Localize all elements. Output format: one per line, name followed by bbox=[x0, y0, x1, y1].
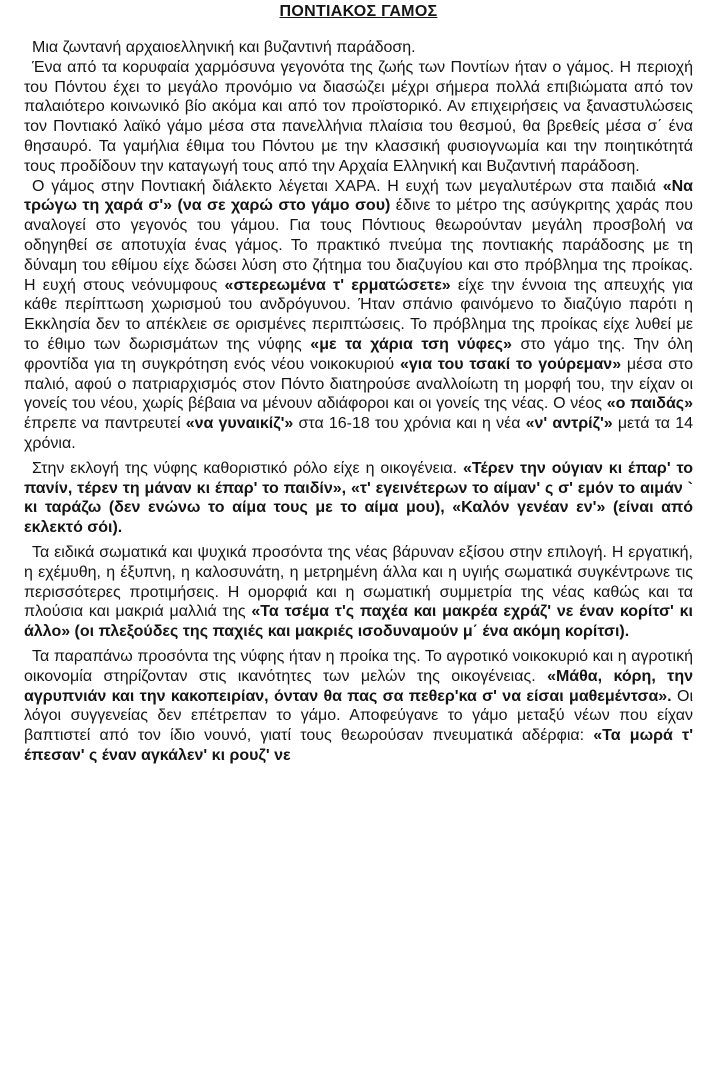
paragraph-dowry bbox=[24, 647, 693, 766]
bold-phrase: «Τα τσέμα τ'ς παχέα και μακρέα εχράζ' νε έναν κορίτσ' κι άλλο» (οι πλεξούδες της παχιές και μακριές ισοδυναμούν μ΄ ένα ακόμη κορίτσι). bbox=[24, 603, 693, 641]
document-title: ΠΟΝΤΙΑΚΟΣ ΓΑΜΟΣ bbox=[279, 3, 438, 20]
text-run: έδινε το μέτρο της ασύγκριτης χαράς που αναλογεί στο γεγονός του γάμου. Για τους Πόντιους θεωρούνταν μεγάλη προσβολή να οδηγηθεί σε αποτυχία ένας γάμος. Το πρακτικό πνεύμα της ποντιακής παράδοσης με τη δύναμη του εθίμου είχε δώσει λύση στο ζήτημα του διαζυγίου και στο πρόβλημα της προίκας. Η ευχή στους νεόνυμφους bbox=[24, 197, 694, 294]
bold-phrase: «Τα μωρά τ' έπεσαν' ς έναν αγκάλεν' κι ρουζ' νε bbox=[24, 727, 693, 764]
bold-phrase: «ν' αντρίζ'» bbox=[525, 415, 613, 433]
bold-phrase: «Να τρώγω τη χαρά σ'» (να σε χαρώ στο γάμο σου) bbox=[24, 177, 693, 215]
text-run: Τα παραπάνω προσόντα της νύφης ήταν η προίκα της. Το αγροτικό νοικοκυριό και η αγροτική οικονομία στηρίζονταν στις ικανότητες των μελών της οικογένειας. bbox=[24, 647, 693, 685]
text-run: μέσα στο παλιό, αφού ο πατριαρχισμός στον Πόντο διατηρούσε αναλλοίωτη τη μορφή του, την είχαν οι γονείς του νέου, χωρίς βέβαια να μένουν αδιάφοροι και οι γονείς της νέας. Ο νέος bbox=[24, 355, 693, 413]
paragraph-bride-choice bbox=[24, 459, 693, 538]
text-run: Ο γάμος στην Ποντιακή διάλεκτο λέγεται ΧΑΡΑ. Η ευχή των μεγαλυτέρων στα παιδιά bbox=[32, 177, 663, 195]
bold-phrase: «στερεωμένα τ' ερματώσετε» bbox=[224, 276, 451, 294]
bold-phrase: «για του τσακί το γούρεμαν» bbox=[399, 355, 622, 373]
document-subtitle: Μια ζωντανή αρχαιοελληνική και βυζαντινή παράδοση. bbox=[32, 39, 416, 56]
text-run: μετά τα 14 χρόνια. bbox=[24, 415, 693, 452]
text-run: Οι λόγοι συγγενείας δεν επέτρεπαν το γάμο. Αποφεύγανε το γάμο μεταξύ νέων που είχαν βαπτιστεί από τον ίδιο νουνό, γιατί τους θεωρούσαν πνευματικά αδέρφια: bbox=[24, 687, 693, 745]
text-run: Στην εκλογή της νύφης καθοριστικό ρόλο είχε η οικογένεια. bbox=[32, 459, 463, 477]
text-run: Τα ειδικά σωματικά και ψυχικά προσόντα της νέας βάρυναν εξίσου στην επιλογή. Η εργατική, η εχέμυθη, η έξυπνη, η καλοσυνάτη, η μετρημένη άλλα και η υγιής σωματικά συγκέντρωνε τις περισσότερες προτιμήσεις. Η ομορφιά και η σωματική συμμετρία της νέας καθώς και τα πλούσια και μακριά μαλλιά της bbox=[24, 543, 693, 621]
bold-phrase: «Τέρεν την ούγιαν κι έπαρ' το πανίν, τέρεν τη μάναν κι έπαρ' το παιδίν», «τ' εγεινέτερων το αίμαν' ς σ' εμόν το αιμάν ` κι ταράζω (δεν ενώνω το αίμα τους με το αίμα μου), «Καλόν γενέαν εν'» (είναι από εκλεκτό σόι). bbox=[24, 459, 693, 537]
text-run: έπρεπε να παντρευτεί bbox=[24, 415, 186, 433]
bold-phrase: «με τα χάρια τση νύφες» bbox=[310, 335, 512, 353]
paragraph-qualities bbox=[24, 543, 693, 642]
bold-phrase: «ο παιδάς» bbox=[606, 395, 693, 413]
paragraph-intro: Ένα από τα κορυφαία χαρμόσυνα γεγονότα της ζωής των Ποντίων ήταν ο γάμος. Η περιοχή του Πόντου έχει το μεγάλο προνόμιο να διασώζει μέχρι σήμερα πολλά επιβιώματα από τον παλαιότερο κοινωνικό βίο ακόμα και από τον προϊστορικό. Αν επιχειρήσεις να ξαναστυλώσεις τον Ποντιακό λαϊκό γάμο μέσα στα πανελλήνια πλαίσια του θεσμού, θα βρεθείς μέσα σ΄ ένα θησαυρό. Τα γαμήλια έθιμα του Πόντου με την κλασσική φυσιογνωμία και την ποιητικότητά τους προδίδουν την καταγωγή τους από την Αρχαία Ελληνική και Βυζαντινή παράδοση. bbox=[24, 58, 693, 175]
bold-phrase: «να γυναικίζ'» bbox=[185, 415, 294, 433]
bold-phrase: «Μάθα, κόρη, την αγρυπνιάν και την κακοπειρίαν, όνταν θα πας σα πεθερ'κα σ' να είσαι μαθεμέντσα». bbox=[24, 667, 693, 705]
paragraph-chara bbox=[24, 177, 693, 454]
text-run: στα 16-18 του χρόνια και η νέα bbox=[293, 415, 526, 433]
text-run: στο γάμο της. Την όλη φροντίδα για τη συγκρότηση ενός νέου νοικοκυριού bbox=[24, 335, 694, 373]
text-run: είχε την έννοια της απευχής για κάθε περίπτωση χωρισμού του ανδρόγυνου. Ήταν σπάνιο φαινόμενο το διαζύγιο παρότι η Εκκλησία δεν το απέκλειε σε ορισμένες περιπτώσεις. Το πρόβλημα της προίκας είχε λυθεί με το έθιμο των δωρισμάτων της νύφης bbox=[24, 276, 694, 353]
